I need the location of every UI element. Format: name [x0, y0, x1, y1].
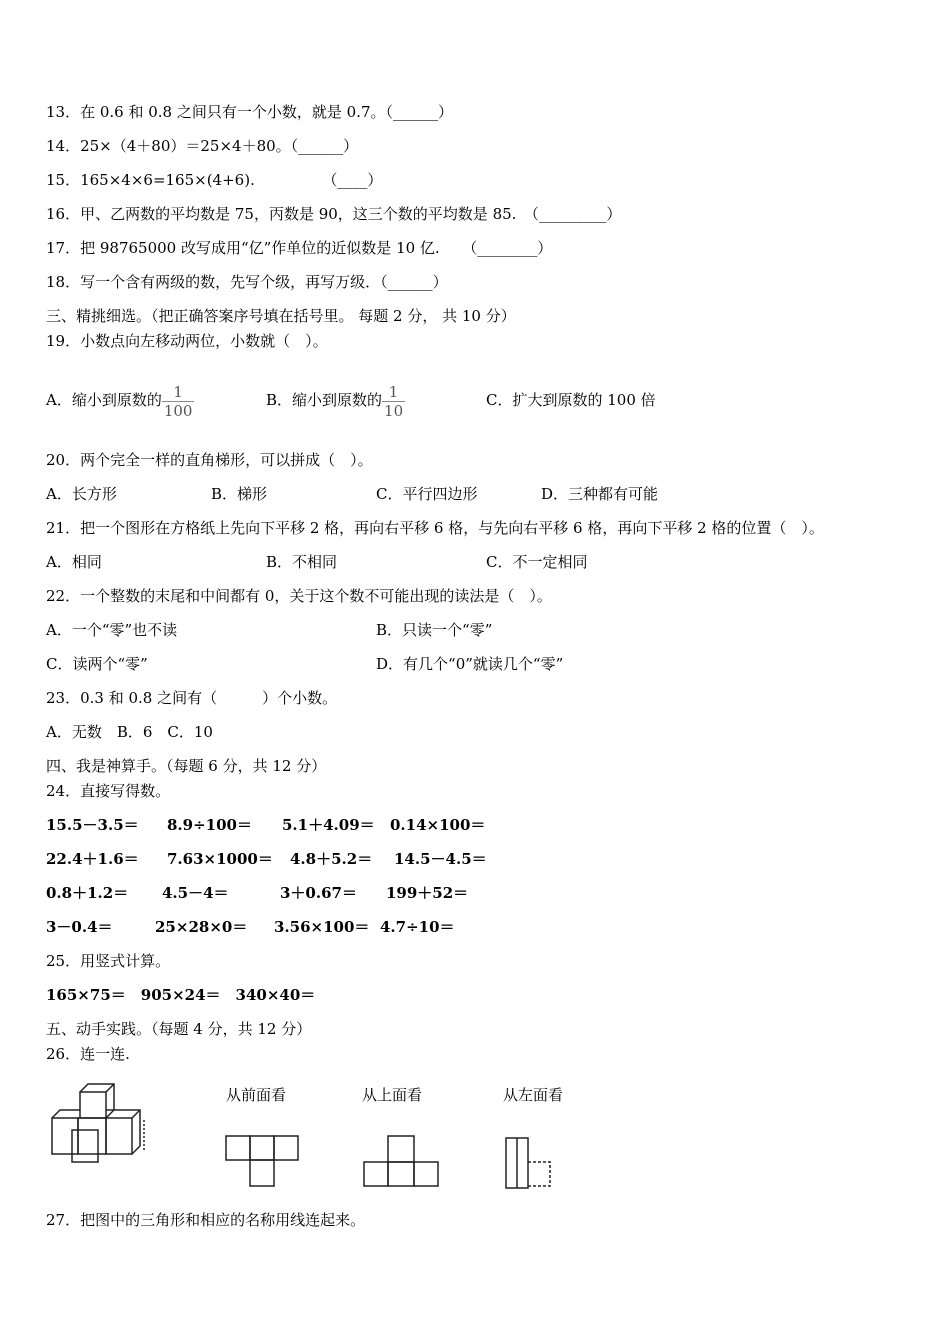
calc-item: 7.63×1000＝	[167, 850, 273, 868]
q19-option-c: C．扩大到原数的 100 倍	[486, 391, 656, 409]
question-15: 15．165×4×6=165×(4+6). （____）	[46, 171, 383, 189]
calc-item: 3－0.4＝	[46, 918, 113, 936]
fraction-denominator: 100	[163, 401, 193, 420]
q19-option-a	[46, 370, 194, 430]
question-21: 21．把一个图形在方格纸上先向下平移 2 格，再向右平移 6 格，与先向右平移 6 格，再向下平移 2 格的位置（ ）。	[46, 519, 824, 537]
fraction-1-10	[382, 383, 405, 420]
question-26: 26．连一连.	[46, 1045, 130, 1063]
section-3-heading: 三、精挑细选。（把正确答案序号填在括号里。 每题 2 分， 共 10 分）	[46, 307, 516, 325]
question-22: 22．一个整数的末尾和中间都有 0，关于这个数不可能出现的读法是（ ）。	[46, 587, 552, 605]
section-4-heading: 四、我是神算手。（每题 6 分，共 12 分）	[46, 757, 327, 775]
section-5-heading: 五、动手实践。（每题 4 分，共 12 分）	[46, 1020, 312, 1038]
fraction-1-100	[162, 383, 195, 420]
view-front-label: 从前面看	[226, 1086, 287, 1104]
calc-item: 199＋52＝	[386, 884, 469, 902]
calc-item: 14.5－4.5＝	[394, 850, 487, 868]
view-top-label: 从上面看	[362, 1086, 423, 1104]
calc-item: 4.7÷10＝	[380, 918, 455, 936]
calc-item: 3.56×100＝	[274, 918, 370, 936]
question-16: 16．甲、乙两数的平均数是 75，丙数是 90，这三个数的平均数是 85. （_________）	[46, 205, 622, 223]
cube-figure	[44, 1080, 150, 1166]
q22-option-d: D．有几个“0”就读几个“零”	[376, 655, 564, 673]
question-23: 23．0.3 和 0.8 之间有（ ）个小数。	[46, 689, 338, 707]
q20-option-d: D．三种都有可能	[541, 485, 659, 503]
q19-option-b-text: B．缩小到原数的	[266, 391, 383, 409]
question-14: 14．25×（4＋80）＝25×4＋80。（______）	[46, 137, 359, 155]
q20-option-c: C．平行四边形	[376, 485, 478, 503]
view-shape-3	[500, 1132, 558, 1192]
calc-item: 22.4＋1.6＝	[46, 850, 139, 868]
q21-option-a: A．相同	[46, 553, 102, 571]
q22-option-c: C．读两个“零”	[46, 655, 148, 673]
calc-item: 5.1＋4.09＝	[282, 816, 375, 834]
q22-option-a: A．一个“零”也不读	[46, 621, 178, 639]
calc-item: 4.5－4＝	[162, 884, 229, 902]
calc-item: 0.14×100＝	[390, 816, 486, 834]
fraction-numerator: 1	[382, 383, 405, 402]
q22-option-b: B．只读一个“零”	[376, 621, 493, 639]
calc-item: 0.8＋1.2＝	[46, 884, 129, 902]
view-shape-2	[360, 1132, 444, 1192]
question-27: 27．把图中的三角形和相应的名称用线连起来。	[46, 1211, 366, 1229]
view-left-label: 从左面看	[503, 1086, 564, 1104]
fraction-denominator: 10	[384, 401, 404, 420]
fraction-numerator: 1	[162, 383, 195, 402]
calc-item: 4.8＋5.2＝	[290, 850, 373, 868]
question-20: 20．两个完全一样的直角梯形，可以拼成（ ）。	[46, 451, 373, 469]
q21-option-c: C．不一定相同	[486, 553, 588, 571]
q20-option-b: B．梯形	[211, 485, 268, 503]
calc-item: 25×28×0＝	[155, 918, 248, 936]
question-17: 17．把 98765000 改写成用“亿”作单位的近似数是 10 亿. （________）	[46, 239, 553, 257]
calc-item: 8.9÷100＝	[167, 816, 252, 834]
question-19: 19．小数点向左移动两位，小数就（ ）。	[46, 332, 328, 350]
question-18: 18．写一个含有两级的数，先写个级，再写万级．（______）	[46, 273, 448, 291]
q19-option-b	[266, 370, 405, 430]
q25-calc-items: 165×75＝ 905×24＝ 340×40＝	[46, 986, 316, 1004]
question-24: 24．直接写得数。	[46, 782, 171, 800]
q21-option-b: B．不相同	[266, 553, 338, 571]
calc-item: 15.5－3.5＝	[46, 816, 139, 834]
calc-item: 3＋0.67＝	[280, 884, 357, 902]
question-25: 25．用竖式计算。	[46, 952, 171, 970]
q19-option-a-text: A．缩小到原数的	[46, 391, 162, 409]
q23-options: A．无数 B．6 C．10	[46, 723, 213, 741]
q20-option-a: A．长方形	[46, 485, 117, 503]
question-13: 13．在 0.6 和 0.8 之间只有一个小数，就是 0.7。（______）	[46, 103, 453, 121]
view-shape-1	[222, 1132, 302, 1192]
